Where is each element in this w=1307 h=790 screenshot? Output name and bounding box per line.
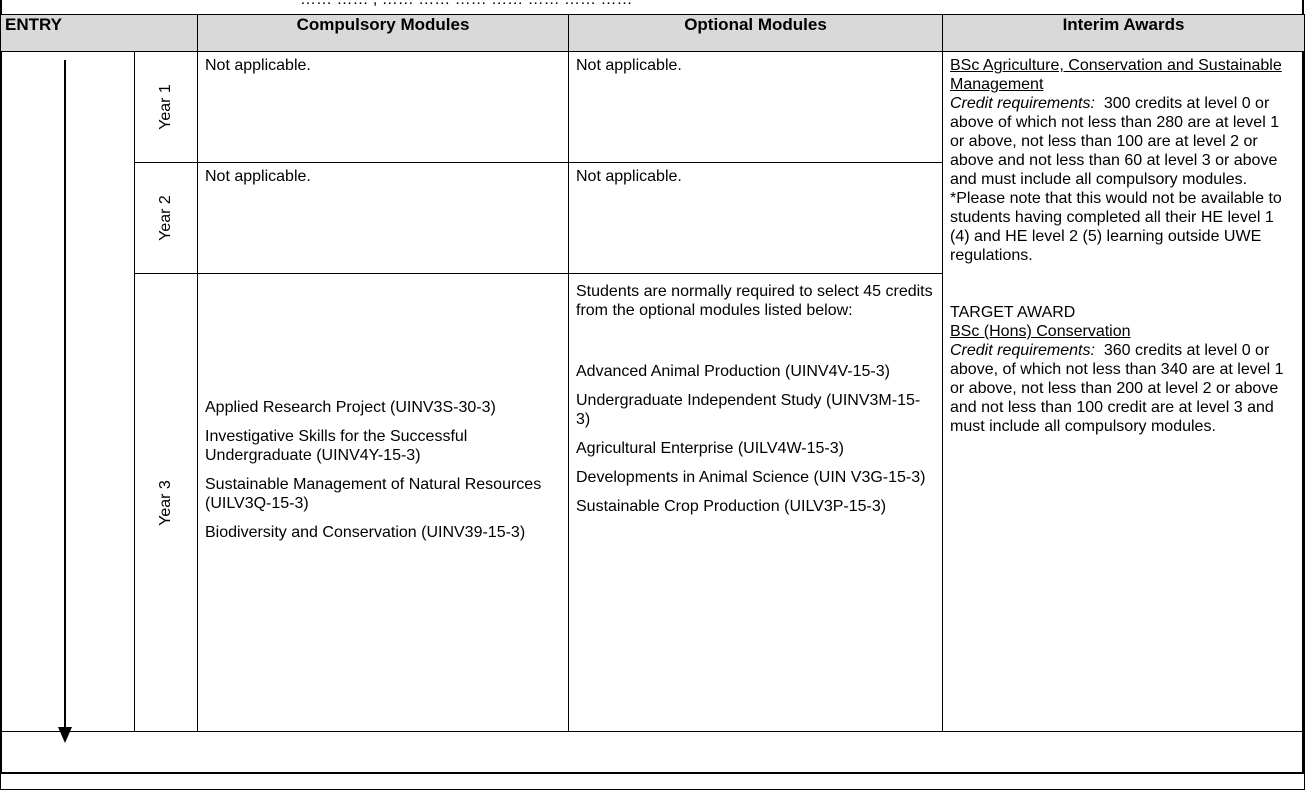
list-item: Advanced Animal Production (UINV4V-15-3): [576, 363, 890, 380]
list-item: Undergraduate Independent Study (UINV3M-15-3): [576, 392, 921, 428]
list-item: Sustainable Crop Production (UILV3P-15-3): [576, 498, 887, 515]
cropped-top-text-line: [300, 0, 632, 9]
arrow-down-icon: [58, 727, 72, 743]
award-1-note: *Please note that this would not be available to students having completed all their HE level 1 (4) and HE level 2 (5) learning outside UWE regulations.: [950, 190, 1282, 264]
programme-structure-table: [0, 14, 1305, 790]
list-item: Agricultural Enterprise (UILV4W-15-3): [576, 440, 844, 457]
year-2-compulsory-text: Not applicable.: [205, 168, 311, 185]
award-2-requirements: [950, 341, 1296, 436]
target-award-label: TARGET AWARD: [950, 304, 1076, 321]
award-spacer: [950, 265, 1296, 303]
year-1-cell: [135, 52, 198, 163]
table-header-row: [1, 15, 1305, 52]
year-3-compulsory-list: [198, 274, 568, 556]
year-1-optional-text: Not applicable.: [576, 57, 682, 74]
year-3-optional-cell: [569, 274, 943, 732]
year-2-optional-cell: [569, 163, 943, 274]
header-compulsory-modules: Compulsory Modules: [198, 15, 569, 52]
year-3-label: Year 3: [157, 479, 174, 526]
header-interim-awards: Interim Awards: [943, 15, 1305, 52]
entry-arrow-line: [64, 60, 66, 730]
award-2-title: BSc (Hons) Conservation: [950, 323, 1131, 340]
year-2-compulsory-cell: [198, 163, 569, 274]
year-1-optional-cell: [569, 52, 943, 163]
year-1-compulsory-cell: [198, 52, 569, 163]
optional-intro: Students are normally required to select 45 credits from the optional modules listed below:: [576, 283, 933, 319]
award-1-credit-text: 300 credits at level 0 or above of which not less than 280 are at level 1 or above, not less than 100 are at level 2 or above and not less than 60 at level 3 or above and must include all compulsory modules.: [950, 95, 1280, 188]
list-item: Developments in Animal Science (UIN V3G-15-3): [576, 469, 926, 486]
list-item: Applied Research Project (UINV3S-30-3): [205, 399, 496, 416]
award-1-credit-label: Credit requirements:: [950, 95, 1095, 112]
year-3-cell: [135, 274, 198, 732]
award-2-credit-label: Credit requirements:: [950, 342, 1095, 359]
table-footer-row: [1, 732, 1305, 790]
award-2-credit-text: 360 credits at level 0 or above, of which not less than 340 are at level 1 or above, not less than 200 at level 2 or above and not less than 100 credit are at level 3 and must include all compulsory modules.: [950, 342, 1284, 435]
list-item: Investigative Skills for the Successful Undergraduate (UINV4Y-15-3): [205, 428, 468, 464]
year-2-label: Year 2: [157, 195, 174, 241]
list-item: Sustainable Management of Natural Resources (UILV3Q-15-3): [205, 476, 542, 512]
year-2-optional-text: Not applicable.: [576, 168, 682, 185]
list-item: Biodiversity and Conservation (UINV39-15-3): [205, 524, 526, 541]
year-2-cell: [135, 163, 198, 274]
year-3-optional-list: [569, 274, 942, 530]
header-entry: ENTRY: [1, 15, 198, 52]
award-1-requirements: [950, 94, 1296, 189]
award-1-title: BSc Agriculture, Conservation and Sustainable Management: [950, 57, 1282, 93]
cropped-top-text: [0, 0, 1304, 14]
table-row-year-1: [1, 52, 1305, 163]
interim-awards-cell: [943, 52, 1305, 732]
footer-empty-cell: [1, 732, 1305, 790]
header-optional-modules: Optional Modules: [569, 15, 943, 52]
year-3-compulsory-cell: [198, 274, 569, 732]
interim-awards-content: [943, 52, 1304, 440]
entry-arrow-cell: [1, 52, 135, 732]
year-1-label: Year 1: [157, 84, 174, 130]
year-1-compulsory-text: Not applicable.: [205, 57, 311, 74]
